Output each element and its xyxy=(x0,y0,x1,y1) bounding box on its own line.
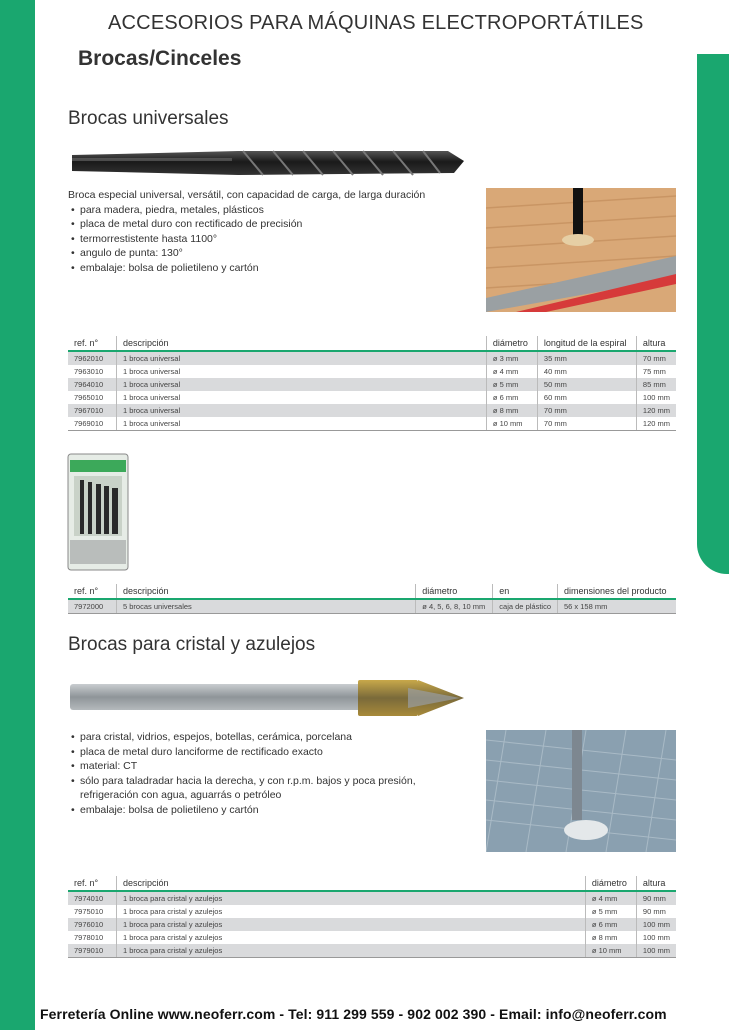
cell: 7978010 xyxy=(68,931,117,944)
cell: 70 mm xyxy=(537,417,636,431)
cell: 1 broca para cristal y azulejos xyxy=(117,944,586,958)
cell: 50 mm xyxy=(537,378,636,391)
cell: 7965010 xyxy=(68,391,117,404)
table-row xyxy=(68,905,676,918)
cell: 1 broca para cristal y azulejos xyxy=(117,931,586,944)
section-title-universal: Brocas universales xyxy=(68,108,229,129)
cell: 1 broca universal xyxy=(117,404,487,417)
table-row xyxy=(68,599,676,614)
cell: ø 8 mm xyxy=(486,404,537,417)
cell: 7975010 xyxy=(68,905,117,918)
footer-contact: Ferretería Online www.neoferr.com - Tel: 911 299 559 - 902 002 390 - Email: info@neoferr.com xyxy=(40,1006,667,1022)
section-title-glass-tile: Brocas para cristal y azulejos xyxy=(68,634,316,655)
cell: 100 mm xyxy=(636,944,676,958)
cell: caja de plástico xyxy=(493,599,558,614)
table-row xyxy=(68,378,676,391)
table-row xyxy=(68,351,676,365)
glass-tile-drill-bit-image xyxy=(68,676,468,722)
cell: 90 mm xyxy=(636,905,676,918)
list-item: • placa de metal duro con rectificado de precisión xyxy=(68,217,425,232)
glass-tile-bullets xyxy=(68,730,468,817)
drill-set-spec-table xyxy=(68,584,676,614)
page-subtitle: Brocas/Cinceles xyxy=(78,47,242,70)
list-item: • material: CT xyxy=(68,759,468,774)
wood-drilling-photo xyxy=(486,188,676,312)
cell: 85 mm xyxy=(636,378,676,391)
col-diameter: diámetro xyxy=(486,336,537,351)
cell: 1 broca para cristal y azulejos xyxy=(117,918,586,931)
col-spiral-length: longitud de la espiral xyxy=(537,336,636,351)
cell: 56 x 158 mm xyxy=(558,599,677,614)
cell: 70 mm xyxy=(537,404,636,417)
cell: 1 broca universal xyxy=(117,378,487,391)
cell: 7967010 xyxy=(68,404,117,417)
cell: 75 mm xyxy=(636,365,676,378)
table-row xyxy=(68,417,676,431)
glass-tile-spec-table xyxy=(68,876,676,958)
cell: 7969010 xyxy=(68,417,117,431)
cell: 7962010 xyxy=(68,351,117,365)
cell: 7964010 xyxy=(68,378,117,391)
cell: 7972000 xyxy=(68,599,117,614)
col-description: descripción xyxy=(117,584,416,599)
col-height: altura xyxy=(636,876,676,891)
cell: ø 4 mm xyxy=(486,365,537,378)
cell: 100 mm xyxy=(636,918,676,931)
cell: ø 10 mm xyxy=(585,944,636,958)
list-item: • embalaje: bolsa de polietileno y cartón xyxy=(68,261,425,276)
cell: 1 broca para cristal y azulejos xyxy=(117,905,586,918)
cell: 7974010 xyxy=(68,891,117,905)
cell: 1 broca universal xyxy=(117,391,487,404)
col-ref: ref. n° xyxy=(68,336,117,351)
table-row xyxy=(68,365,676,378)
drill-set-box-image xyxy=(66,452,130,572)
cell: 1 broca universal xyxy=(117,417,487,431)
cell: 120 mm xyxy=(636,404,676,417)
list-item: • termorrestistente hasta 1100° xyxy=(68,232,425,247)
table-row xyxy=(68,944,676,958)
cell: 1 broca universal xyxy=(117,351,487,365)
col-container: en xyxy=(493,584,558,599)
table-row xyxy=(68,918,676,931)
cell: 60 mm xyxy=(537,391,636,404)
list-item: • sólo para taladradar hacia la derecha, y con r.p.m. bajos y poca presión, refrigeración con agua, aguarrás o petróleo xyxy=(68,774,468,803)
cell: 7979010 xyxy=(68,944,117,958)
universal-bullets xyxy=(68,203,425,276)
cell: ø 4, 5, 6, 8, 10 mm xyxy=(416,599,493,614)
col-height: altura xyxy=(636,336,676,351)
table-row xyxy=(68,391,676,404)
cell: ø 4 mm xyxy=(585,891,636,905)
cell: 40 mm xyxy=(537,365,636,378)
universal-intro: Broca especial universal, versátil, con capacidad de carga, de larga duración xyxy=(68,189,426,201)
list-item: • embalaje: bolsa de polietileno y cartón xyxy=(68,803,468,818)
col-dimensions: dimensiones del producto xyxy=(558,584,677,599)
table-header-row xyxy=(68,584,676,599)
list-item: • para madera, piedra, metales, plásticos xyxy=(68,203,425,218)
col-description: descripción xyxy=(117,336,487,351)
cell: ø 5 mm xyxy=(486,378,537,391)
table-row xyxy=(68,404,676,417)
list-item: • placa de metal duro lanciforme de rectificado exacto xyxy=(68,745,468,760)
col-ref: ref. n° xyxy=(68,584,117,599)
glass-tile-description xyxy=(68,730,468,817)
col-description: descripción xyxy=(117,876,586,891)
col-diameter: diámetro xyxy=(585,876,636,891)
cell: 5 brocas universales xyxy=(117,599,416,614)
universal-drill-bit-image xyxy=(68,143,468,183)
universal-spec-table xyxy=(68,336,676,431)
cell: 7976010 xyxy=(68,918,117,931)
table-row xyxy=(68,891,676,905)
list-item: • angulo de punta: 130° xyxy=(68,246,425,261)
table-header-row xyxy=(68,876,676,891)
left-accent-bar xyxy=(0,0,35,1030)
cell: 7963010 xyxy=(68,365,117,378)
cell: 100 mm xyxy=(636,931,676,944)
cell: ø 3 mm xyxy=(486,351,537,365)
right-accent-tab xyxy=(697,54,729,574)
cell: 70 mm xyxy=(636,351,676,365)
table-header-row xyxy=(68,336,676,351)
cell: ø 8 mm xyxy=(585,931,636,944)
cell: ø 5 mm xyxy=(585,905,636,918)
cell: ø 6 mm xyxy=(486,391,537,404)
col-ref: ref. n° xyxy=(68,876,117,891)
universal-description xyxy=(68,188,425,275)
list-item: • para cristal, vidrios, espejos, botellas, cerámica, porcelana xyxy=(68,730,468,745)
tile-drilling-photo xyxy=(486,730,676,852)
cell: 35 mm xyxy=(537,351,636,365)
cell: 120 mm xyxy=(636,417,676,431)
cell: 1 broca para cristal y azulejos xyxy=(117,891,586,905)
cell: 1 broca universal xyxy=(117,365,487,378)
cell: 100 mm xyxy=(636,391,676,404)
page-title: ACCESORIOS PARA MÁQUINAS ELECTROPORTÁTILES xyxy=(108,12,644,34)
col-diameter: diámetro xyxy=(416,584,493,599)
cell: ø 6 mm xyxy=(585,918,636,931)
table-row xyxy=(68,931,676,944)
cell: 90 mm xyxy=(636,891,676,905)
cell: ø 10 mm xyxy=(486,417,537,431)
